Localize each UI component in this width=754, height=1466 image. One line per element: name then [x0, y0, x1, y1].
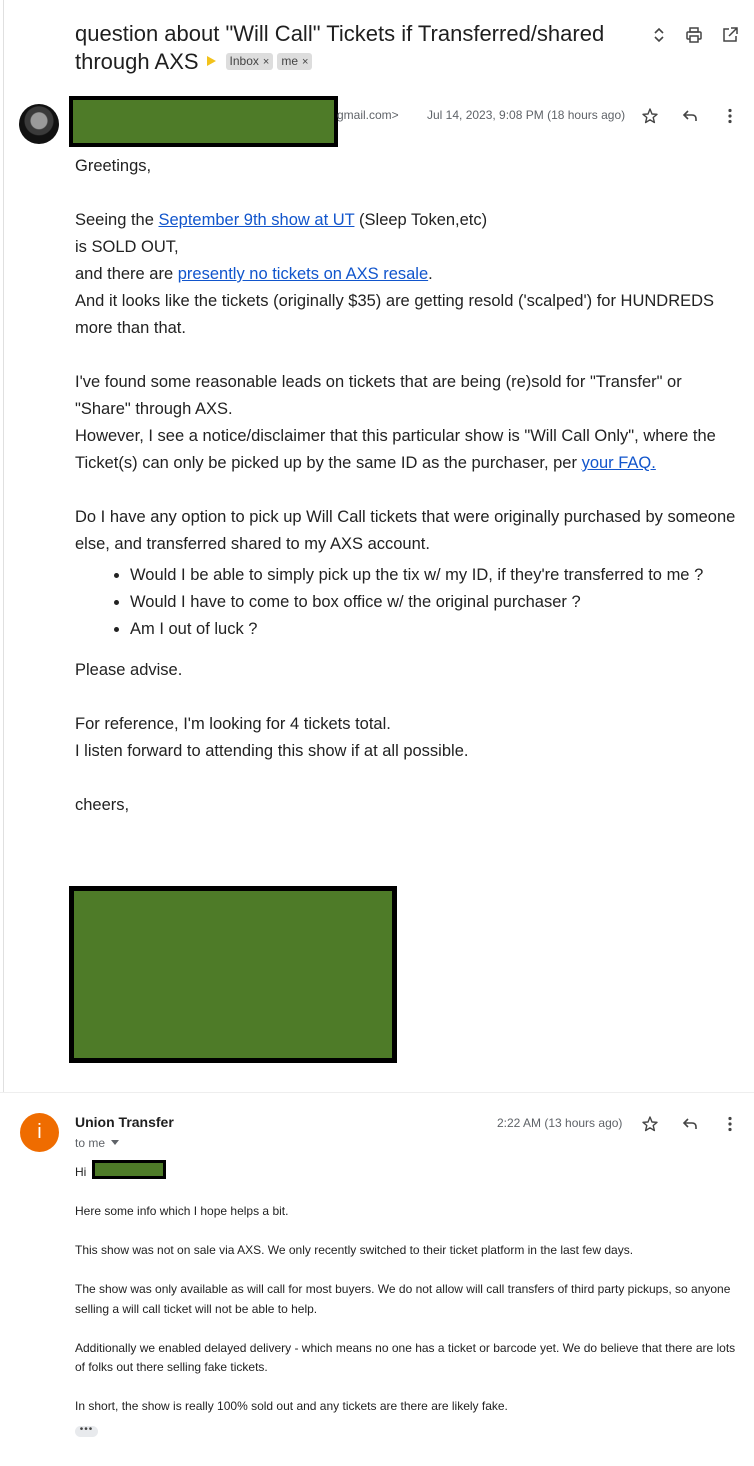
body-paragraph: In short, the show is really 100% sold out and any tickets are there are likely fake.	[75, 1399, 508, 1413]
thread-left-border	[3, 0, 4, 1092]
show-trimmed-content-button[interactable]: •••	[75, 1426, 98, 1437]
sender-email: gmail.com>	[337, 108, 399, 122]
signoff: cheers,	[75, 796, 130, 814]
message-body	[75, 153, 740, 819]
body-line: For reference, I'm looking for 4 tickets total.	[75, 715, 391, 733]
star-icon[interactable]	[641, 107, 659, 125]
body-paragraph: Additionally we enabled delayed delivery - which means no one has a ticket or barcode yet. We do believe that there are lots of folks out there selling fake tickets.	[75, 1340, 736, 1374]
show-link[interactable]: September 9th show at UT	[158, 211, 355, 229]
list-item: • Am I out of luck ?	[130, 616, 740, 643]
message-date: Jul 14, 2023, 9:08 PM (18 hours ago)	[427, 108, 626, 122]
resale-link[interactable]: presently no tickets on AXS resale	[177, 265, 429, 283]
body-line: Please advise.	[75, 661, 183, 679]
question-list	[75, 562, 740, 643]
body-line: is SOLD OUT,	[75, 238, 179, 256]
list-item: • Would I have to come to box office w/ the original purchaser ?	[130, 589, 740, 616]
body-line: Seeing the September 9th show at UT (Sleep Token,etc)	[75, 211, 488, 229]
body-line: And it looks like the tickets (originally $35) are getting resold ('scalped') for HUNDREDS more than that.	[75, 292, 715, 337]
expand-collapse-icon[interactable]	[650, 26, 668, 44]
chevron-down-icon[interactable]	[111, 1140, 119, 1145]
redacted-sender-name	[69, 96, 338, 147]
reply-icon[interactable]	[681, 1115, 699, 1133]
body-line: Do I have any option to pick up Will Call tickets that were originally purchased by someone else, and transferred shared to my AXS account.	[75, 508, 736, 553]
body-line: However, I see a notice/disclaimer that this particular show is "Will Call Only", where the Ticket(s) can only be picked up by the same ID as the purchaser, per your FAQ.	[75, 427, 716, 472]
message-body	[75, 1163, 745, 1436]
body-paragraph: The show was only available as will call for most buyers. We do not allow will call transfers of third party pickups, so anyone selling a will call ticket will not be able to help.	[75, 1282, 731, 1316]
redacted-signature	[69, 886, 397, 1063]
remove-label-icon[interactable]: ×	[302, 56, 309, 68]
label-chip-me[interactable]: me ×	[277, 53, 312, 70]
more-options-icon[interactable]	[721, 107, 739, 125]
open-in-new-window-icon[interactable]	[721, 26, 739, 44]
more-options-icon[interactable]	[721, 1115, 739, 1133]
sender-name[interactable]: Union Transfer	[75, 1114, 174, 1130]
print-icon[interactable]	[685, 26, 703, 44]
list-item: • Would I be able to simply pick up the tix w/ my ID, if they're transferred to me ?	[130, 562, 740, 589]
sender-avatar[interactable]: i	[20, 1113, 59, 1152]
message-divider	[0, 1092, 754, 1093]
email-subject	[75, 20, 635, 76]
important-marker-icon[interactable]	[207, 56, 216, 66]
recipient-details[interactable]: to me	[75, 1136, 119, 1150]
body-line: and there are presently no tickets on AXS resale.	[75, 265, 433, 283]
body-paragraph: Here some info which I hope helps a bit.	[75, 1204, 289, 1218]
greeting: Greetings,	[75, 157, 152, 175]
faq-link[interactable]: your FAQ.	[581, 454, 656, 472]
reply-icon[interactable]	[681, 107, 699, 125]
body-paragraph: This show was not on sale via AXS. We only recently switched to their ticket platform in the last few days.	[75, 1243, 634, 1257]
star-icon[interactable]	[641, 1115, 659, 1133]
body-line: I've found some reasonable leads on tickets that are being (re)sold for "Transfer" or "Share" through AXS.	[75, 373, 682, 418]
greeting: Hi	[75, 1165, 87, 1179]
body-line: I listen forward to attending this show if at all possible.	[75, 742, 469, 760]
label-chip-inbox[interactable]: Inbox ×	[226, 53, 274, 70]
message-date: 2:22 AM (13 hours ago)	[497, 1116, 623, 1130]
redacted-recipient-name	[92, 1160, 166, 1179]
sender-avatar[interactable]	[19, 104, 59, 144]
remove-label-icon[interactable]: ×	[262, 56, 270, 68]
subject-text: question about "Will Call" Tickets if Transferred/shared through AXS	[75, 21, 605, 74]
